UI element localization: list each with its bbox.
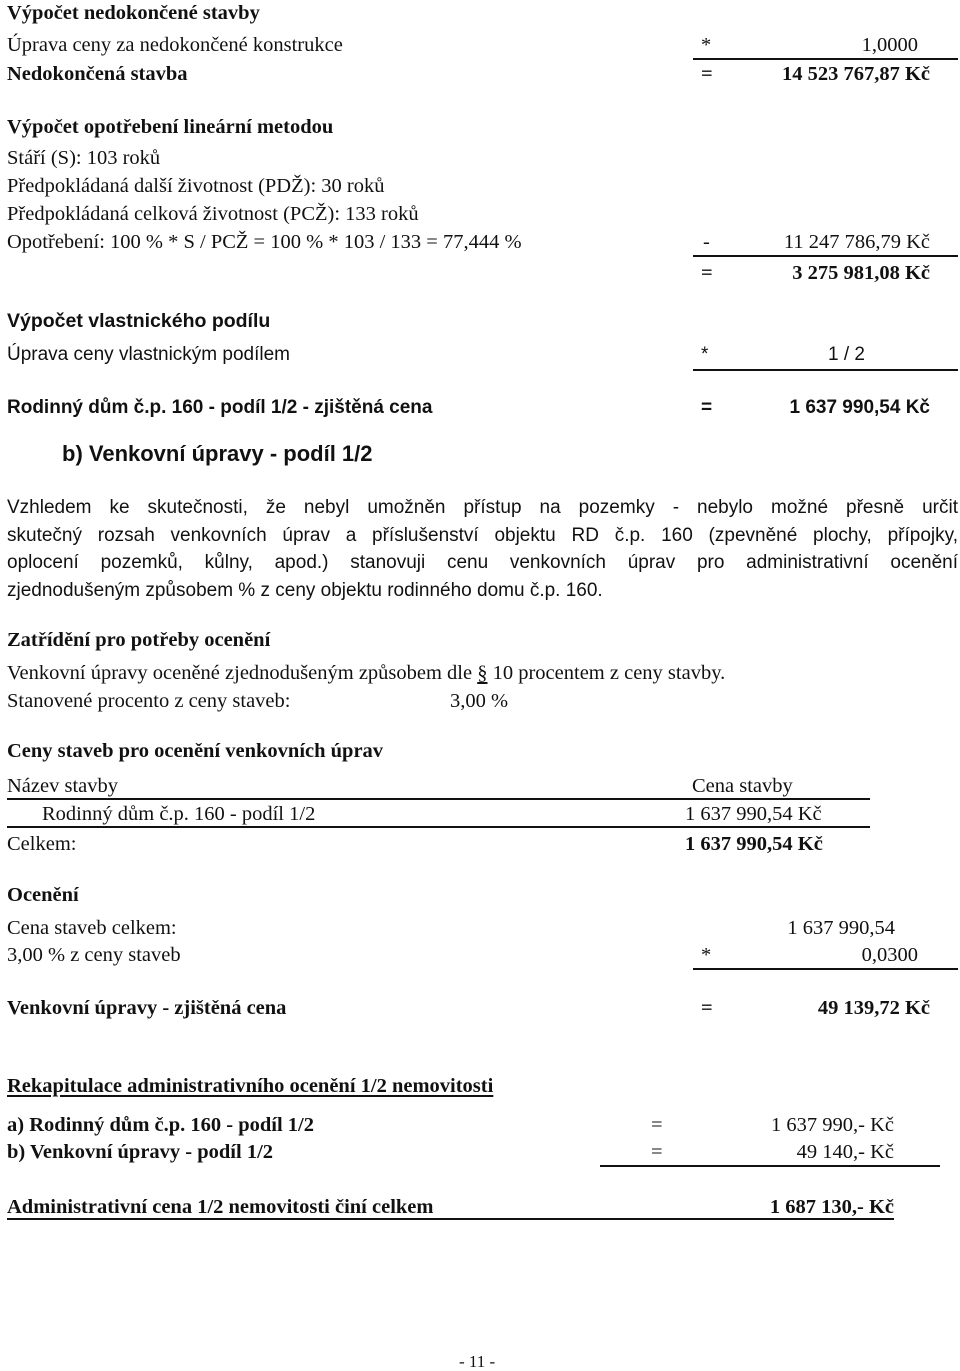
row-label: Úprava ceny za nedokončené konstrukce — [7, 34, 343, 56]
building-name: Rodinný dům č.p. 160 - podíl 1/2 — [42, 803, 316, 825]
recap-label: b) Venkovní úpravy - podíl 1/2 — [7, 1141, 274, 1163]
rule — [7, 1218, 894, 1220]
row-label: 3,00 % z ceny staveb — [7, 944, 181, 966]
classification-text-post: 10 procentem z ceny stavby. — [492, 662, 726, 684]
rule — [693, 369, 958, 371]
paragraph-line: skutečný rozsah venkovních úprav a příslušenství objektu RD č.p. 160 (zpevněné plochy, přípojky, — [7, 525, 958, 546]
rule — [7, 826, 870, 828]
recap-operator: = — [651, 1114, 663, 1136]
row-value: 0,0300 — [861, 944, 918, 966]
total-label: Celkem: — [7, 833, 77, 855]
percentage-value: 3,00 % — [450, 690, 509, 712]
total-life-text: Předpokládaná celková životnost (PCŽ): 133 roků — [7, 203, 419, 225]
row-label: Rodinný dům č.p. 160 - podíl 1/2 - zjištěná cena — [7, 397, 433, 418]
rule — [7, 798, 870, 800]
row-value: 14 523 767,87 Kč — [781, 63, 930, 85]
classification-text — [7, 663, 725, 684]
section-heading-recap: Rekapitulace administrativního ocenění 1/2 nemovitosti — [7, 1075, 494, 1097]
row-operator: * — [701, 34, 712, 56]
row-operator: = — [701, 397, 713, 418]
row-label: Nedokončená stavba — [7, 63, 188, 85]
section-heading-classification: Zatřídění pro potřeby ocenění — [7, 629, 271, 651]
total-price: 1 637 990,54 Kč — [685, 833, 823, 855]
section-heading-ownership: Výpočet vlastnického podílu — [7, 310, 271, 332]
remaining-life-text: Předpokládaná další životnost (PDŽ): 30 roků — [7, 175, 385, 197]
row-value: 1 / 2 — [828, 344, 865, 365]
building-price: 1 637 990,54 Kč — [685, 803, 822, 825]
row-value: 49 139,72 Kč — [817, 997, 930, 1019]
section-heading-unfinished: Výpočet nedokončené stavby — [7, 2, 260, 24]
page-number: - 11 - — [459, 1352, 496, 1371]
column-header-price: Cena stavby — [692, 775, 793, 797]
section-sign: § — [477, 662, 488, 684]
row-label: Venkovní úpravy - zjištěná cena — [7, 997, 287, 1019]
paragraph-line: oplocení pozemků, kůlny, apod.) stanovuji cenu venkovních úprav pro administrativní ocenění — [7, 552, 958, 573]
row-operator: = — [701, 262, 713, 284]
recap-value: 49 140,- Kč — [796, 1141, 894, 1163]
rule — [600, 1165, 940, 1167]
row-value: 1 637 990,54 — [787, 917, 895, 939]
row-operator: * — [701, 944, 712, 966]
column-header-name: Název stavby — [7, 775, 118, 797]
row-label: Úprava ceny vlastnickým podílem — [7, 344, 290, 365]
row-value: 3 275 981,08 Kč — [792, 262, 930, 284]
row-operator: = — [701, 997, 713, 1019]
recap-label: a) Rodinný dům č.p. 160 - podíl 1/2 — [7, 1114, 314, 1136]
section-heading-prices: Ceny staveb pro ocenění venkovních úprav — [7, 740, 384, 762]
wear-label: Opotřebení: 100 % * S / PCŽ = 100 % * 103 / 133 = 77,444 % — [7, 231, 522, 253]
age-text: Stáří (S): 103 roků — [7, 147, 161, 169]
section-heading-outdoor: b) Venkovní úpravy - podíl 1/2 — [62, 441, 373, 466]
section-heading-valuation: Ocenění — [7, 884, 79, 906]
paragraph-line: Vzhledem ke skutečnosti, že nebyl umožněn přístup na pozemky - nebylo možné přesně určit — [7, 497, 958, 518]
row-value: 11 247 786,79 Kč — [783, 231, 930, 253]
recap-operator: = — [651, 1141, 663, 1163]
recap-total-value: 1 687 130,- Kč — [769, 1196, 894, 1218]
percentage-label: Stanovené procento z ceny staveb: — [7, 690, 291, 712]
section-heading-wear: Výpočet opotřebení lineární metodou — [7, 116, 334, 138]
classification-text-pre: Venkovní úpravy oceněné zjednodušeným způsobem dle — [7, 662, 473, 684]
row-operator: = — [701, 63, 713, 85]
row-operator: * — [701, 344, 709, 365]
rule — [693, 968, 958, 970]
paragraph-line: zjednodušeným způsobem % z ceny objektu rodinného domu č.p. 160. — [7, 580, 603, 601]
row-value: 1,0000 — [861, 34, 918, 56]
recap-total-label: Administrativní cena 1/2 nemovitosti činí celkem — [7, 1196, 434, 1218]
row-value: 1 637 990,54 Kč — [789, 397, 930, 418]
rule — [693, 255, 958, 257]
row-operator: - — [703, 231, 710, 253]
rule — [693, 58, 958, 60]
row-label: Cena staveb celkem: — [7, 917, 177, 939]
recap-value: 1 637 990,- Kč — [771, 1114, 894, 1136]
